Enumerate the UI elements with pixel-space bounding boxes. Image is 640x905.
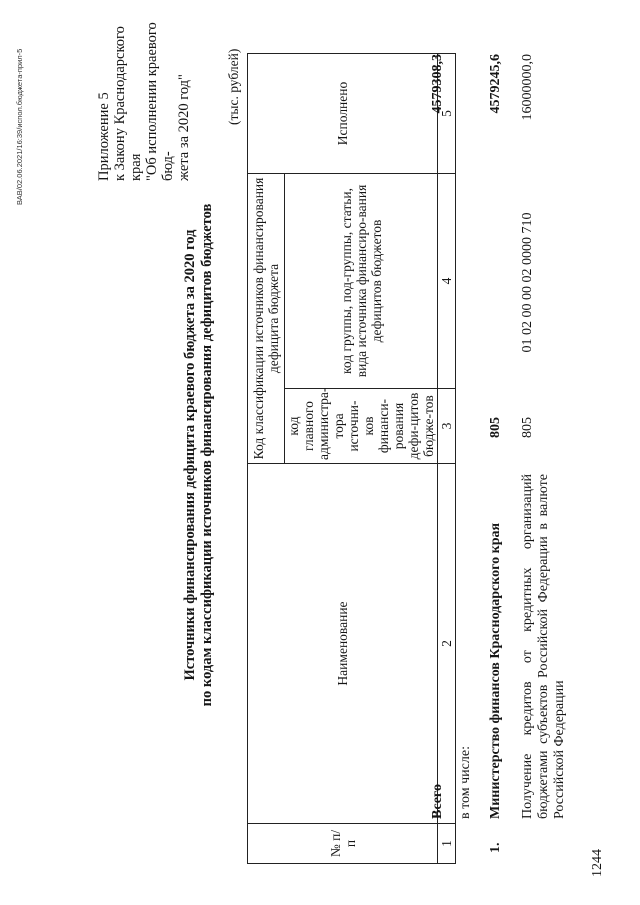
header-admin-code: код главного администра-тора источни-ков финанси-рования дефи-цитов бюдже-тов [285,389,438,464]
vertical-stamp: ВАВ/02.06.2021/16:39/испол.бюджета-прил-5 [15,48,24,205]
credits-label: Получение кредитов от кредитных организаций бюджетами субъектов Российской Федерации в валюте Российской Федерации [520,474,567,819]
units-label: (тыс. рублей) [226,48,241,125]
ministry-number: 1. [488,842,503,853]
ministry-value: 4579245,6 [488,54,503,114]
credits-value: 16000000,0 [520,54,535,121]
ministry-admin-code: 805 [488,417,503,438]
header-executed: Исполнено [248,53,438,173]
title-line: по кодам классификации источников финансирования дефицитов бюджетов [199,203,215,707]
title-line: Источники финансирования дефицита краевого бюджета за 2020 год [182,229,198,681]
sources-table [247,53,456,864]
total-value: 4579308,3 [430,54,445,114]
col-number-5: 5 [438,53,456,173]
total-label: Всего [430,784,445,819]
ministry-label: Министерство финансов Краснодарского края [488,522,503,819]
appendix-line: жета за 2020 год" [176,74,192,181]
credits-group-code: 01 02 00 00 02 0000 710 [520,212,535,353]
document-title [182,95,216,815]
page-number: 1244 [590,849,605,877]
header-name: Наименование [248,464,438,824]
including-label: в том числе: [458,746,473,819]
credits-admin-code: 805 [520,417,535,438]
header-group-code: код группы, под-группы, статьи, вида источника финансиро-вания дефицитов бюджетов [285,173,438,388]
col-number-3: 3 [438,389,456,464]
header-code-group: Код классификации источников финансирования дефицита бюджета [248,173,285,463]
appendix-line: Приложение 5 [96,92,112,181]
col-number-4: 4 [438,173,456,388]
appendix-header [96,6,192,181]
header-number: № п/п [248,824,438,864]
col-number-1: 1 [438,824,456,864]
appendix-line: к Закону Краснодарского края [112,26,144,181]
col-number-2: 2 [438,464,456,824]
appendix-line: "Об исполнении краевого бюд- [144,22,176,181]
